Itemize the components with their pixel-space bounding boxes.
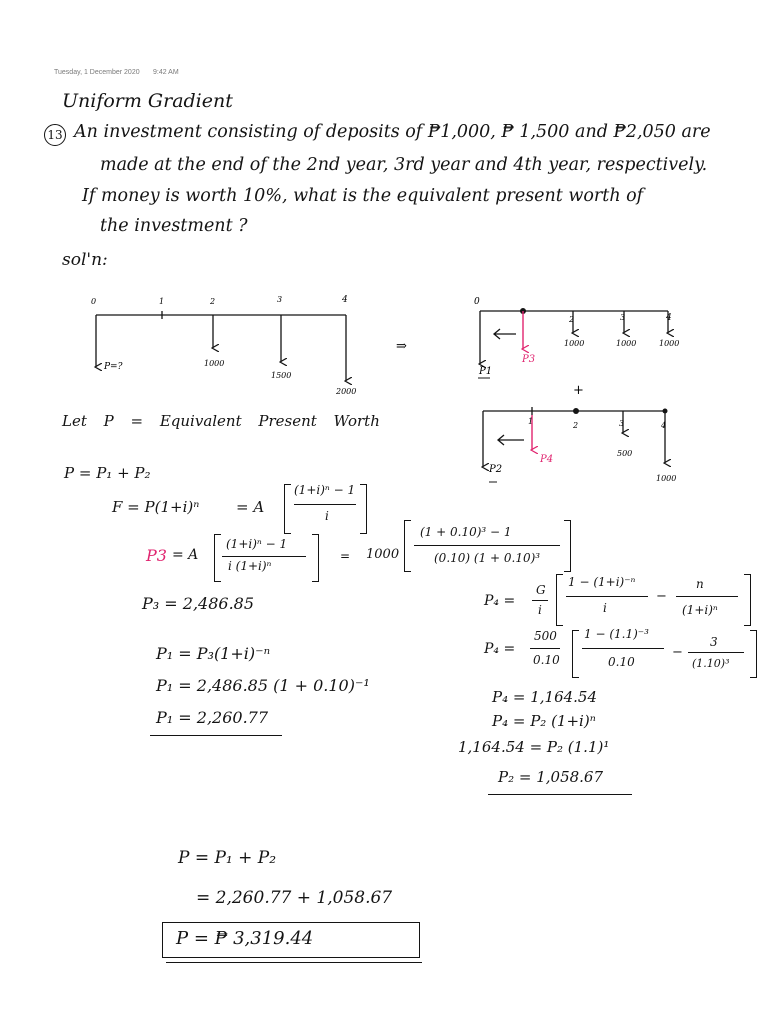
equation-p4-denominator-2: (1+i)ⁿ	[682, 603, 718, 617]
equation-p4b-g-bar	[530, 648, 560, 649]
plus-sign: +	[573, 383, 584, 398]
equation-p4b-numerator-1: 1 − (1.1)⁻³	[584, 627, 649, 641]
equation-p3-equals: =	[340, 549, 351, 563]
bottom-tick-3: 3	[619, 419, 625, 428]
date-stamp: Tuesday, 1 December 2020	[54, 69, 140, 76]
final-substitution: = 2,260.77 + 1,058.67	[196, 888, 393, 908]
equation-f-numerator: (1+i)ⁿ − 1	[294, 483, 356, 497]
equation-p3-sub-fraction-bar	[414, 545, 560, 546]
equation-f: F = P(1+i)ⁿ	[112, 498, 200, 516]
equation-p4-denominator-1: i	[603, 601, 607, 615]
top-amount-1: 1000	[564, 339, 585, 348]
equation-p4b-numerator-2: 3	[710, 635, 718, 649]
equation-f-fraction-bar	[294, 504, 356, 505]
final-answer: P = ₱ 3,319.44	[176, 928, 314, 949]
main-tick-4: 4	[342, 295, 348, 305]
main-tick-0: 0	[91, 297, 97, 306]
equation-p4b-fraction-bar-2	[688, 652, 744, 653]
bottom-amount-500: 500	[617, 449, 633, 458]
equation-p4b-minus: −	[672, 645, 683, 660]
equation-p3-left-bracket	[214, 534, 221, 582]
main-p-label: P=?	[104, 362, 123, 372]
equation-p4-fraction-bar-1	[566, 596, 648, 597]
top-tick-4: 4	[666, 313, 672, 323]
bottom-tick-2: 2	[573, 421, 579, 430]
equation-p4b-right-bracket	[750, 630, 757, 678]
final-answer-underline	[166, 962, 422, 963]
equation-p4-left-bracket	[556, 574, 563, 626]
equation-p3-sub-left-bracket	[404, 520, 411, 572]
top-p3-label: P3	[522, 354, 536, 365]
equation-p3-coefficient: 1000	[366, 547, 400, 562]
equation-p4b-g: 500	[534, 629, 557, 643]
equation-f-right-bracket	[360, 484, 367, 534]
main-amount-2000: 2000	[336, 387, 357, 396]
equation-p3-numerator: (1+i)ⁿ − 1	[226, 537, 288, 551]
main-amount-1000: 1000	[204, 359, 225, 368]
equation-p4-numerator-1: 1 − (1+i)⁻ⁿ	[568, 575, 636, 589]
p3-symbol: P3	[146, 546, 167, 565]
equation-f-denominator: i	[325, 509, 329, 523]
equation-p4b-fraction-bar-1	[582, 648, 664, 649]
solution-label: sol'n:	[62, 250, 108, 270]
top-amount-2: 1000	[616, 339, 637, 348]
equation-p1-value: P₁ = 2,260.77	[156, 708, 269, 727]
equation-f-prefix: = A	[236, 498, 265, 516]
main-tick-1: 1	[159, 297, 165, 306]
equation-f-left-bracket	[284, 484, 291, 534]
equation-p-sum: P = P₁ + P₂	[64, 464, 151, 482]
equation-p3-value: P₃ = 2,486.85	[142, 594, 255, 613]
equation-p4-numerator-2: n	[696, 577, 704, 591]
equation-p4b-i: 0.10	[533, 653, 560, 667]
problem-line-4: the investment ?	[100, 216, 248, 236]
equation-p3-sub-numerator: (1 + 0.10)³ − 1	[420, 525, 512, 539]
main-cash-flow-diagram	[91, 295, 356, 396]
equation-p2-value: P₂ = 1,058.67	[498, 768, 604, 786]
equation-p3-fraction-bar	[222, 556, 306, 557]
equation-p3-prefix: = A	[172, 547, 199, 563]
equation-p4b-denominator-1: 0.10	[608, 655, 635, 669]
equation-p4-i: i	[538, 603, 542, 617]
p1-underline	[150, 735, 282, 736]
main-tick-3: 3	[277, 295, 283, 304]
equation-p4-prefix: P₄ =	[484, 593, 516, 609]
equation-p1-substitution: P₁ = 2,486.85 (1 + 0.10)⁻¹	[156, 676, 370, 695]
bottom-tick-4: 4	[661, 421, 667, 430]
equation-p3-right-bracket	[312, 534, 319, 582]
main-amount-1500: 1500	[271, 371, 292, 380]
equation-p3-sub-right-bracket	[564, 520, 571, 572]
implies-arrow: ⇒	[396, 339, 407, 354]
top-right-diagram	[474, 297, 679, 378]
main-tick-2: 2	[210, 297, 216, 306]
equation-p4-minus: −	[656, 589, 667, 604]
equation-p4-right-bracket	[744, 574, 751, 626]
problem-line-2: made at the end of the 2nd year, 3rd year and 4th year, respectively.	[100, 155, 708, 175]
equation-p3-sub-denominator: (0.10) (1 + 0.10)³	[434, 551, 541, 565]
equation-p3-denominator: i (1+i)ⁿ	[228, 559, 272, 573]
bottom-p2-label: P2	[489, 464, 503, 475]
top-amount-3: 1000	[659, 339, 680, 348]
bottom-tick-1: 1	[528, 417, 534, 426]
final-sum: P = P₁ + P₂	[178, 848, 277, 868]
bottom-p4-label: P4	[540, 454, 554, 465]
equation-p4-substitution: 1,164.54 = P₂ (1.1)¹	[458, 738, 610, 756]
top-p1-label: P1	[479, 366, 493, 377]
equation-p4-relation: P₄ = P₂ (1+i)ⁿ	[492, 712, 596, 730]
top-tick-2: 2	[569, 315, 575, 324]
time-stamp: 9:42 AM	[153, 69, 179, 76]
problem-line-3: If money is worth 10%, what is the equivalent present worth of	[82, 186, 644, 206]
bottom-amount-1000: 1000	[656, 474, 677, 483]
problem-number: 13	[44, 124, 66, 146]
equation-p1-formula: P₁ = P₃(1+i)⁻ⁿ	[156, 644, 271, 663]
equation-p4-value: P₄ = 1,164.54	[492, 688, 598, 706]
equation-p4b-left-bracket	[572, 630, 579, 678]
problem-line-1: An investment consisting of deposits of ₱1,000, ₱ 1,500 and ₱2,050 are	[74, 122, 711, 142]
bottom-right-diagram	[483, 407, 676, 483]
equation-p4-g: G	[536, 583, 546, 597]
p2-underline	[488, 794, 632, 795]
let-p-definition: Let P = Equivalent Present Worth	[62, 412, 380, 430]
equation-p4-g-bar	[532, 600, 548, 601]
top-tick-0: 0	[474, 297, 480, 307]
equation-p4b-denominator-2: (1.10)³	[692, 657, 730, 670]
page-title: Uniform Gradient	[62, 90, 233, 112]
equation-p4b-prefix: P₄ =	[484, 641, 516, 657]
top-tick-3: 3	[620, 313, 626, 322]
equation-p4-fraction-bar-2	[676, 596, 738, 597]
